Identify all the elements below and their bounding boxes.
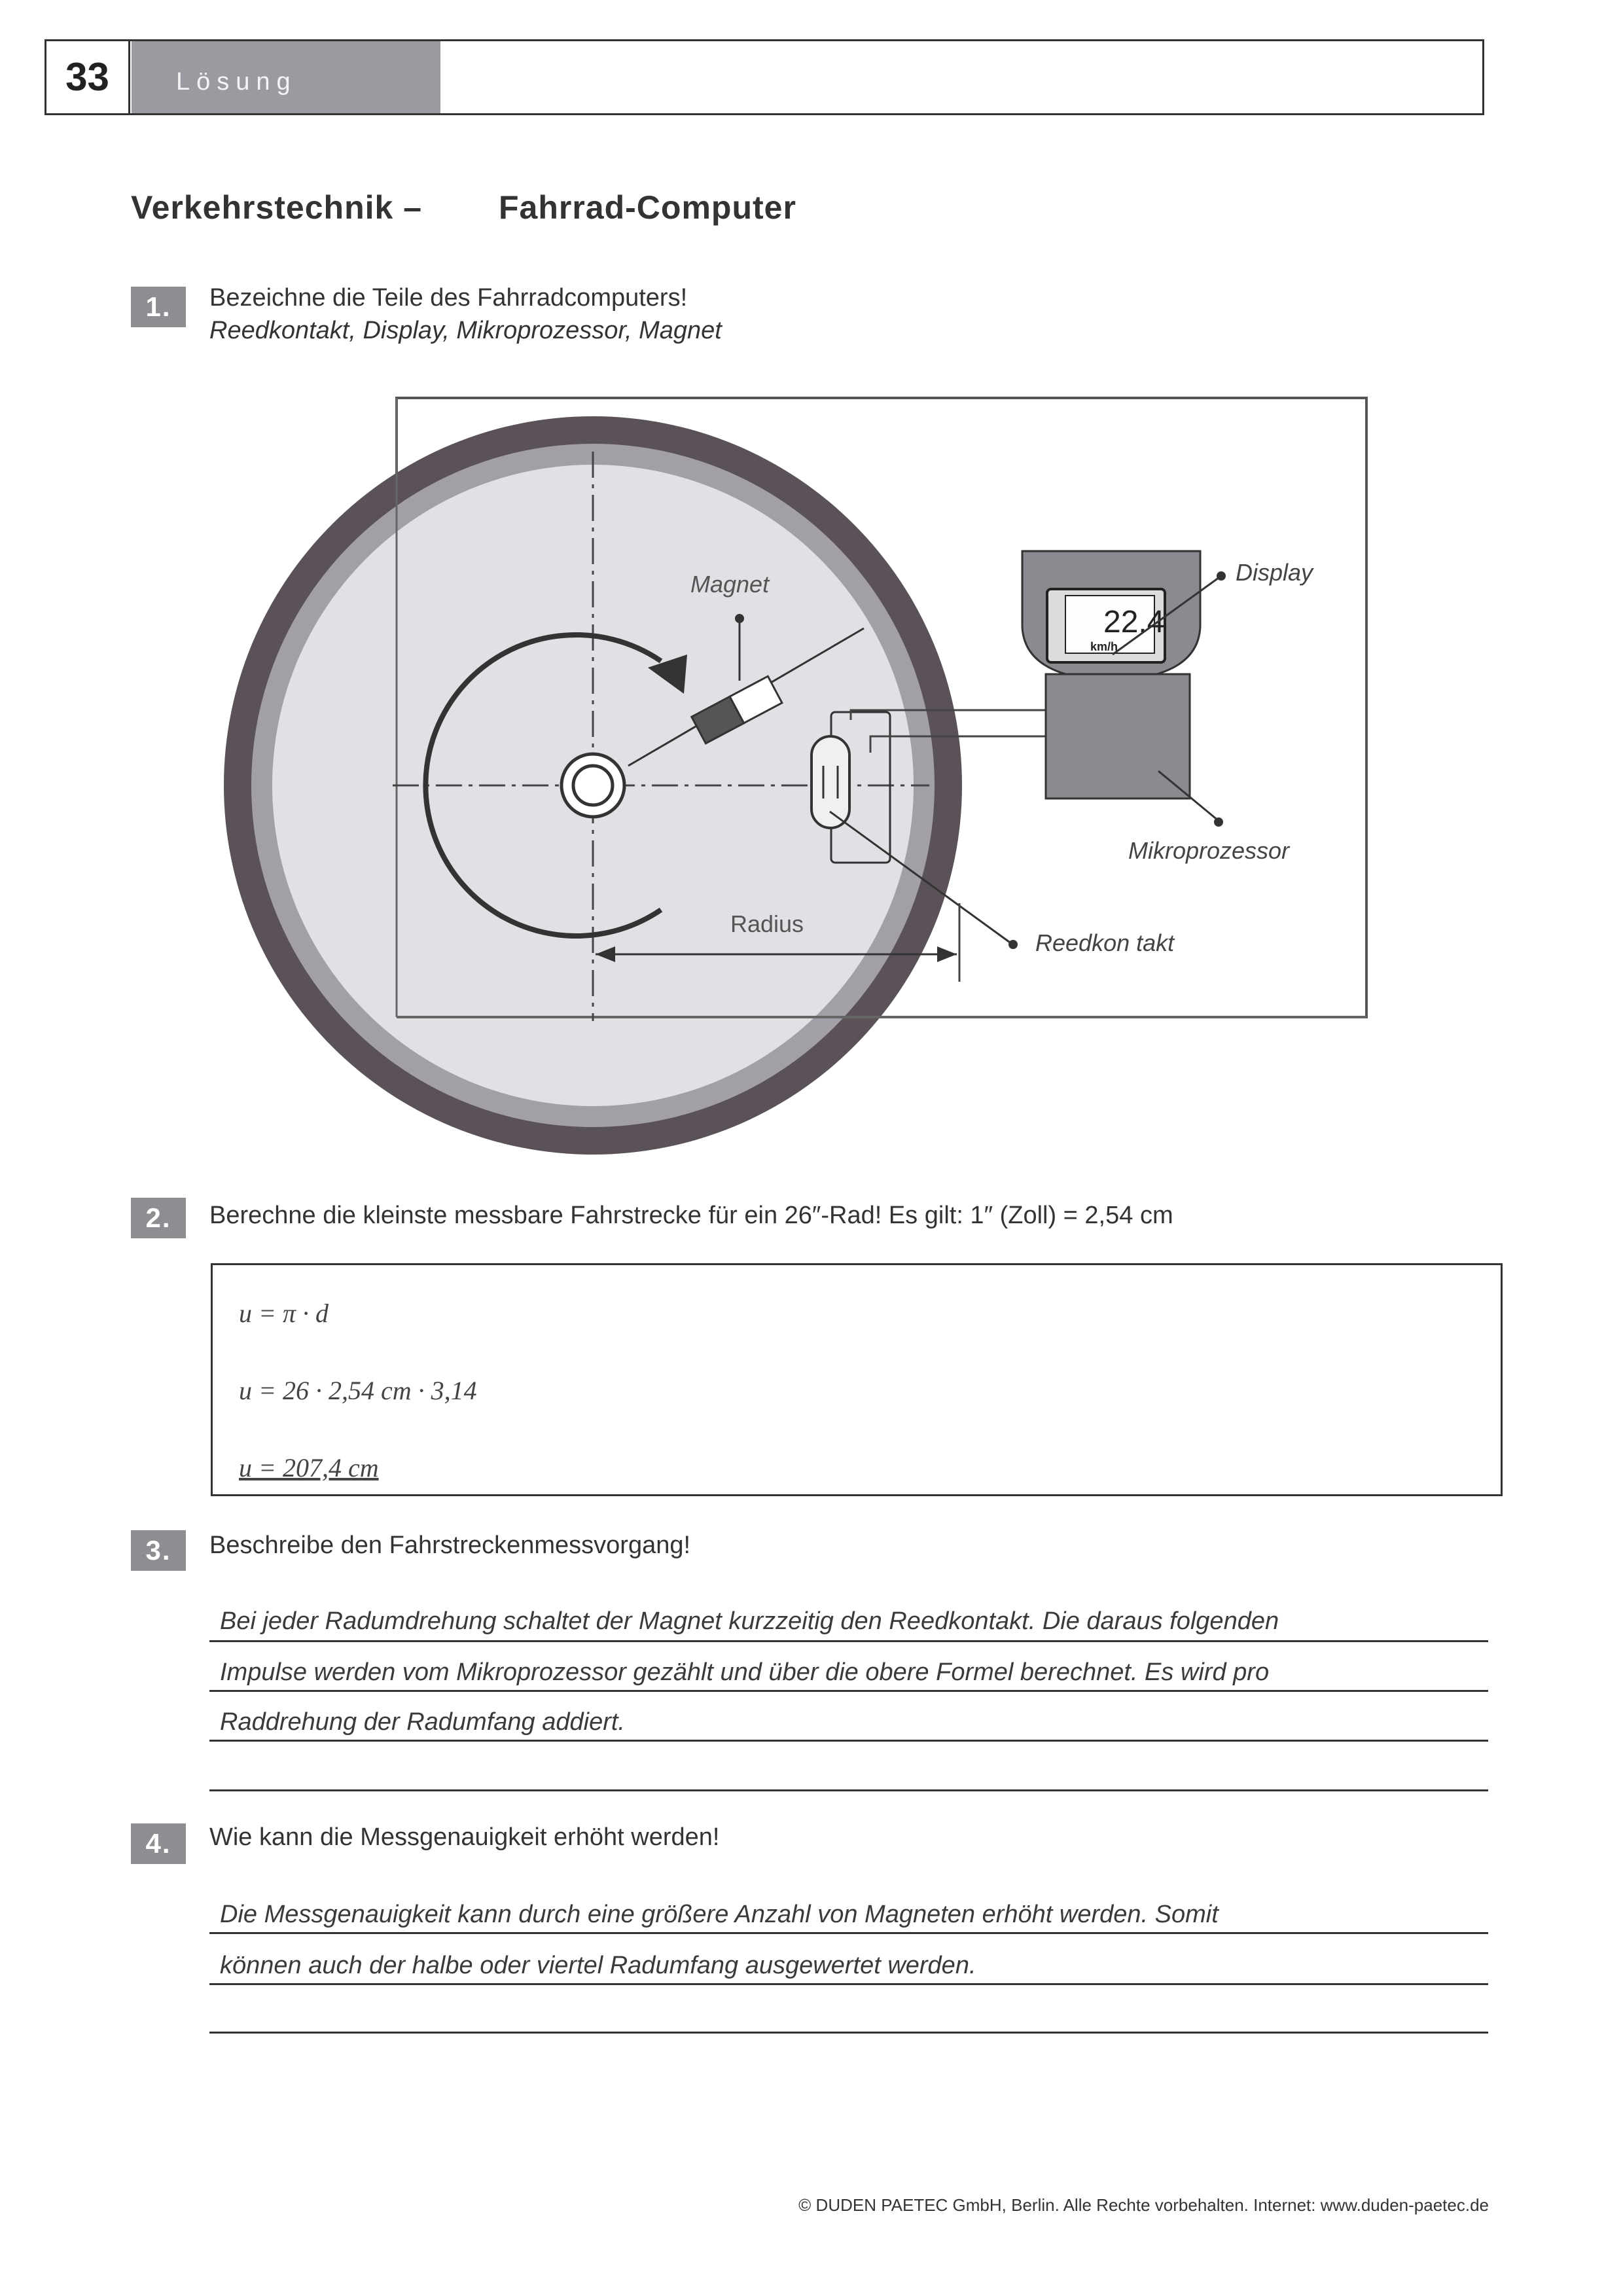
task-2-number: 2.: [131, 1198, 186, 1238]
task-2-question: Berechne die kleinste messbare Fahrstrecke für ein 26″-Rad! Es gilt: 1″ (Zoll) = 2,54 cm: [209, 1202, 1173, 1229]
page-number: 33: [46, 41, 130, 113]
writing-line: [209, 2032, 1488, 2034]
task-3-answer-line-1: Bei jeder Radumdrehung schaltet der Magnet kurzzeitig den Reedkontakt. Die daraus folgenden: [220, 1607, 1279, 1635]
formula-line-2: u = 26 · 2,54 cm · 3,14: [239, 1376, 477, 1405]
display-unit: km/h: [1090, 640, 1118, 653]
magnet-label: Magnet: [690, 571, 770, 598]
task-4-question: Wie kann die Messgenauigkeit erhöht werden!: [209, 1823, 720, 1851]
topic-title: Fahrrad-Computer: [499, 189, 796, 226]
task-3-question: Beschreibe den Fahrstreckenmessvorgang!: [209, 1532, 691, 1559]
microprocessor-label: Mikroprozessor: [1128, 837, 1290, 864]
task-3-answer-line-2: Impulse werden vom Mikroprozessor gezählt und über die obere Formel berechnet. Es wird pro: [220, 1659, 1270, 1686]
task-4-answer-line-1: Die Messgenauigkeit kann durch eine größere Anzahl von Magneten erhöht werden. Somit: [220, 1901, 1219, 1928]
writing-line: [209, 1740, 1488, 1742]
task-4-number: 4.: [131, 1823, 186, 1864]
solution-tab: Lösung: [132, 41, 440, 113]
formula-line-1: u = π · d: [239, 1299, 329, 1328]
formula-box: [211, 1263, 1503, 1496]
formula-result: u = 207,4 cm: [239, 1453, 379, 1482]
task-1-answer: Reedkontakt, Display, Mikroprozessor, Magnet: [209, 317, 722, 344]
reed-contact: [812, 736, 849, 828]
writing-line: [209, 1983, 1488, 1985]
task-1-number: 1.: [131, 287, 186, 327]
display-value: 22.4: [1103, 605, 1165, 639]
writing-line: [209, 1789, 1488, 1791]
copyright-footer: © DUDEN PAETEC GmbH, Berlin. Alle Rechte vorbehalten. Internet: www.duden-paetec.de: [798, 2195, 1489, 2215]
radius-label: Radius: [730, 910, 804, 937]
writing-line: [209, 1640, 1488, 1642]
task-4-answer-line-2: können auch der halbe oder viertel Radumfang ausgewertet werden.: [220, 1952, 976, 1979]
writing-line: [209, 1690, 1488, 1692]
reed-contact-label: Reedkon takt: [1035, 929, 1175, 956]
writing-line: [209, 1932, 1488, 1934]
task-1-question: Bezeichne die Teile des Fahrradcomputers!: [209, 284, 688, 312]
task-3-answer-line-3: Raddrehung der Radumfang addiert.: [220, 1708, 625, 1736]
task-3-number: 3.: [131, 1530, 186, 1571]
display-label: Display: [1236, 559, 1313, 586]
subject-title: Verkehrstechnik –: [131, 189, 423, 226]
